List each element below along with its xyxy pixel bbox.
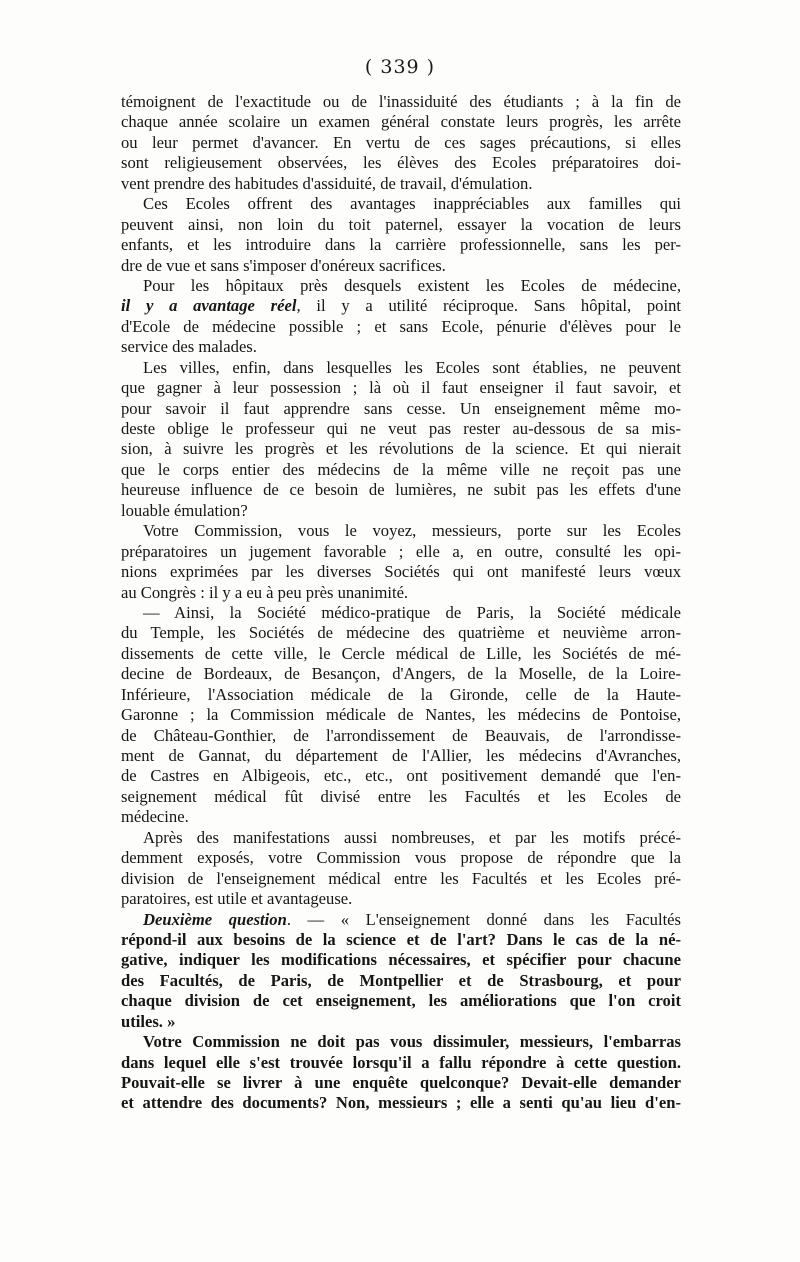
text-line: dissements de cette ville, le Cercle médical de Lille, les Sociétés de mé- — [121, 643, 681, 663]
text-line-rest: , il y a utilité réciproque. Sans hôpital, point — [296, 296, 681, 316]
text-line: au Congrès : il y a eu à peu près unanimité. — [121, 582, 409, 602]
question-block — [121, 930, 681, 1114]
text-line: sont religieusement observées, les élèves des Ecoles préparatoires doi- — [121, 153, 681, 173]
text-line: chaque division de cet enseignement, les améliorations que l'on croit — [121, 991, 681, 1011]
text-line: Pouvait-elle se livrer à une enquête quelconque? Devait-elle demander — [121, 1073, 681, 1092]
text-line: demment exposés, votre Commission vous propose de répondre que la — [121, 848, 681, 868]
text-line: utiles. » — [121, 1011, 176, 1031]
text-line: gative, indiquer les modifications nécessaires, et spécifier pour chacune — [121, 950, 681, 970]
text-line: Garonne ; la Commission médicale de Nantes, les médecins de Pontoise, — [121, 705, 681, 725]
text-line: témoignent de l'exactitude ou de l'inassiduité des étudiants ; à la fin de — [121, 92, 681, 111]
text-line: decine de Bordeaux, de Besançon, d'Angers, de la Moselle, de la Loire- — [121, 664, 681, 684]
text-line: chaque année scolaire un examen général constate leurs progrès, les arrête — [121, 112, 681, 132]
text-line: — Ainsi, la Société médico-pratique de Paris, la Société médicale — [143, 602, 681, 622]
text-line: heureuse influence de ce besoin de lumières, ne subit pas les effets d'une — [121, 480, 681, 500]
text-line: Les villes, enfin, dans lesquelles les Ecoles sont établies, ne peuvent — [143, 357, 681, 377]
text-line: sion, à suivre les progrès et les révolutions de la science. Et qui nierait — [121, 439, 681, 459]
text-line: deste oblige le professeur qui ne veut pas rester au-dessous de sa mis- — [121, 419, 681, 438]
text-line: d'Ecole de médecine possible ; et sans Ecole, pénurie d'élèves pour le — [121, 316, 681, 336]
text-line: peuvent ainsi, non loin du toit paternel, essayer la vocation de leurs — [121, 214, 681, 234]
text-line: pour savoir il faut apprendre sans cesse. Un enseignement même mo- — [121, 398, 681, 418]
text-line: et attendre des documents? Non, messieurs ; elle a senti qu'au lieu d'en- — [121, 1093, 681, 1113]
text-line: répond-il aux besoins de la science et de l'art? Dans le cas de la né- — [121, 929, 681, 949]
text-line: des Facultés, de Paris, de Montpellier et de Strasbourg, et pour — [121, 970, 681, 990]
text-line-rest: . — « L'enseignement donné dans les Facultés — [286, 909, 681, 929]
text-line: service des malades. — [121, 337, 257, 357]
text-line: préparatoires un jugement favorable ; elle a, en outre, consulté les opi- — [121, 541, 681, 561]
text-line — [121, 910, 681, 930]
body-text — [121, 92, 681, 1114]
text-line: ment de Gannat, du département de l'Allier, les médecins d'Avranches, — [121, 746, 681, 765]
text-line: Pour les hôpitaux près desquels existent les Ecoles de médecine, — [143, 275, 681, 295]
text-line: ou leur permet d'avancer. En vertu de ces sages précautions, si elles — [121, 132, 681, 152]
text-line: nions exprimées par les diverses Sociétés qui ont manifesté leurs vœux — [121, 562, 681, 582]
text-line: que gagner à leur possession ; là où il faut enseigner il faut savoir, et — [121, 378, 681, 398]
italic-phrase: Deuxième question — [143, 909, 287, 929]
text-line: du Temple, les Sociétés de médecine des quatrième et neuvième arron- — [121, 623, 681, 643]
text-line: paratoires, est utile et avantageuse. — [121, 889, 353, 909]
page-number: ( 339 ) — [364, 56, 436, 78]
text-line — [121, 296, 681, 316]
text-line: division de l'enseignement médical entre les Facultés et les Ecoles pré- — [121, 868, 681, 888]
text-line: que le corps entier des médecins de la même ville ne reçoit pas une — [121, 459, 681, 479]
text-line: dans lequel elle s'est trouvée lorsqu'il a fallu répondre à cette question. — [121, 1052, 681, 1072]
text-line: Ces Ecoles offrent des avantages inappréciables aux familles qui — [143, 194, 681, 214]
italic-phrase: il y a avantage réel — [121, 296, 297, 316]
text-line: seignement médical fût divisé entre les Facultés et les Ecoles de — [121, 786, 681, 806]
text-line: enfants, et les introduire dans la carrière professionnelle, sans les per- — [121, 235, 681, 255]
text-line: Après des manifestations aussi nombreuses, et par les motifs précé- — [143, 827, 681, 847]
text-line: vent prendre des habitudes d'assiduité, de travail, d'émulation. — [121, 173, 533, 193]
text-line: de Château-Gonthier, de l'arrondissement de Beauvais, de l'arrondisse- — [121, 725, 681, 745]
text-line: louable émulation? — [121, 500, 248, 520]
text-line: Votre Commission, vous le voyez, messieurs, porte sur les Ecoles — [143, 521, 681, 541]
text-line: de Castres en Albigeois, etc., etc., ont positivement demandé que l'en- — [121, 766, 681, 786]
text-line: Votre Commission ne doit pas vous dissimuler, messieurs, l'embarras — [143, 1032, 681, 1052]
text-line: Inférieure, l'Association médicale de la Gironde, celle de la Haute- — [121, 684, 681, 704]
text-line: dre de vue et sans s'imposer d'onéreux sacrifices. — [121, 255, 446, 275]
text-line: médecine. — [121, 807, 189, 827]
